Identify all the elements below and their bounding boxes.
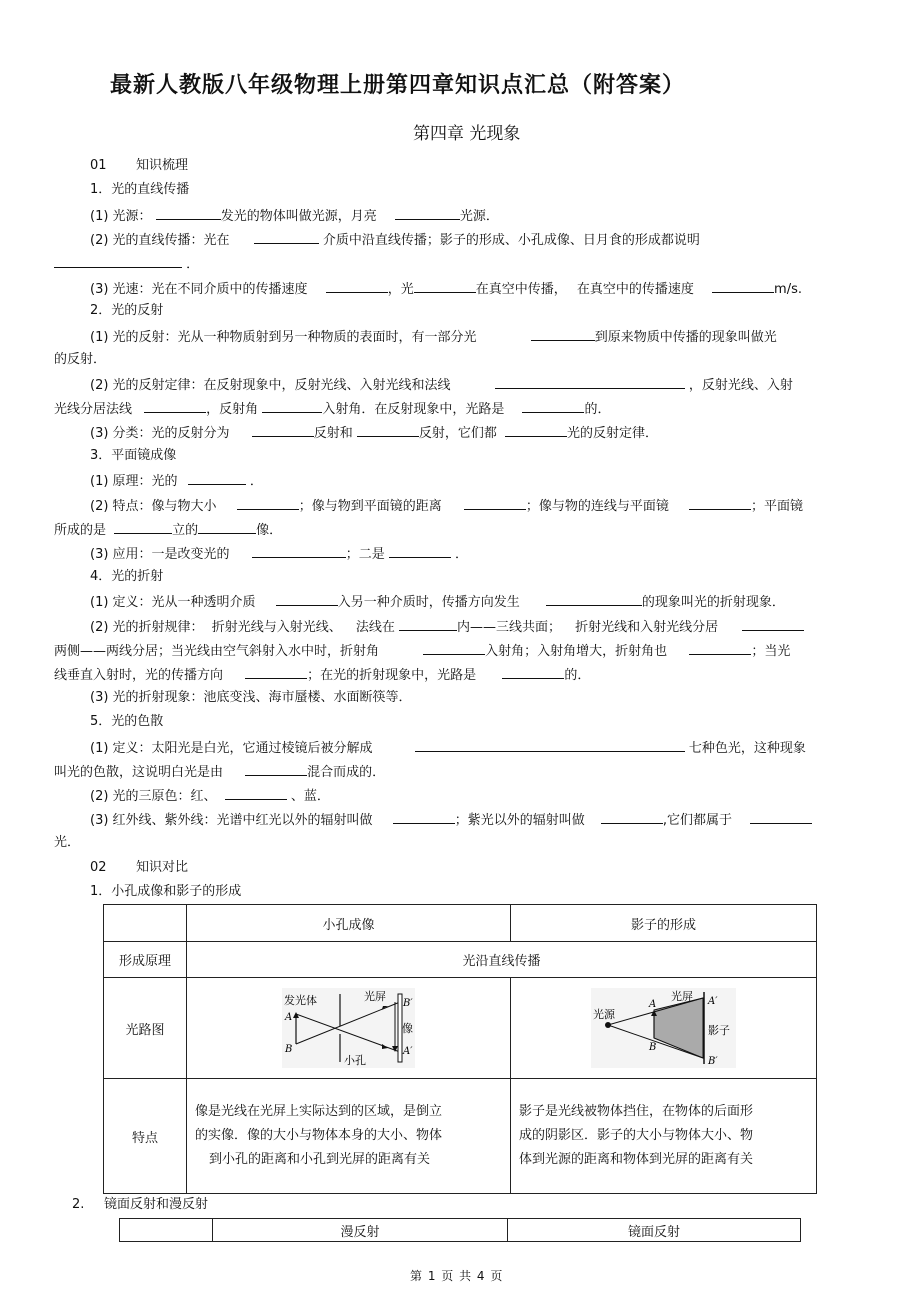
blank <box>750 811 812 824</box>
heading-refraction: 4．光的折射 <box>90 569 164 584</box>
ray-arrowhead <box>382 1044 388 1049</box>
label-screen: 光屏 <box>671 990 693 1003</box>
blank <box>712 280 774 293</box>
text: 混合而成的． <box>307 765 386 780</box>
feature-shadow-line: 影子是光线被物体挡住，在物体的后面形 <box>519 1104 754 1119</box>
text: 入射角．在反射现象中，光路是 <box>322 402 505 417</box>
text: (3) 应用：一是改变光的 <box>90 547 230 562</box>
blank <box>252 545 346 558</box>
text: ． <box>249 474 263 489</box>
text: ；当光 <box>751 644 791 659</box>
table-corner <box>104 905 187 942</box>
label-a: A <box>649 999 657 1010</box>
label-a-prime: A′ <box>403 1046 413 1057</box>
text: (2) 光的折射规律： <box>90 620 204 635</box>
row-label-principle: 形成原理 <box>104 942 187 978</box>
row-label-diagram: 光路图 <box>104 978 187 1079</box>
reflection-table <box>119 1218 801 1242</box>
text: 的． <box>584 402 611 417</box>
blank <box>252 424 314 437</box>
text: 在真空中传播， <box>475 282 567 297</box>
line-5-2 <box>90 787 330 805</box>
text: ． <box>455 547 469 562</box>
table-1-title: 1．小孔成像和影子的形成 <box>90 884 242 899</box>
text: ；二是 <box>345 547 385 562</box>
blank <box>357 424 419 437</box>
text: 折射光线和入射光线分居 <box>575 620 719 635</box>
table-2-number: 2. <box>72 1197 85 1212</box>
blank <box>144 400 206 413</box>
blank <box>546 593 642 606</box>
text: ． <box>186 257 200 272</box>
text: 折射光线与入射光线、 <box>211 620 342 635</box>
text: 光源． <box>459 209 499 224</box>
label-a: A <box>285 1012 293 1023</box>
line-2-2 <box>90 376 793 394</box>
heading-reflection: 2．光的反射 <box>90 303 164 318</box>
line-3-2 <box>90 497 803 515</box>
line-4-2b <box>54 642 790 660</box>
blank <box>225 787 287 800</box>
blank <box>742 618 804 631</box>
blank <box>114 521 172 534</box>
line-2-3 <box>90 424 658 442</box>
text: (3) 分类：光的反射分为 <box>90 426 230 441</box>
text: 入另一种介质时，传播方向发生 <box>337 595 520 610</box>
line-2-1b: 的反射． <box>54 352 107 367</box>
line-4-1 <box>90 593 785 611</box>
blank <box>245 763 307 776</box>
text: 两侧——两线分居；当光线由空气斜射入水中时，折射角 <box>54 644 380 659</box>
label-source: 光源 <box>593 1008 615 1021</box>
text: 介质中沿直线传播；影子的形成、小孔成像、日月食的形成都说明 <box>322 233 700 248</box>
section-02-label: 知识对比 <box>136 860 189 875</box>
text: 反射，它们都 <box>418 426 497 441</box>
blank <box>399 618 457 631</box>
heading-straight-line: 1．光的直线传播 <box>90 182 190 197</box>
text: 叫光的色散，这说明白光是由 <box>54 765 224 780</box>
text: ，光 <box>387 282 414 297</box>
text: (2) 光的反射定律：在反射现象中，反射光线、入射光线和法线 <box>90 378 451 393</box>
page-footer: 第 1 页 共 4 页 <box>410 1269 504 1283</box>
header-shadow: 影子的形成 <box>511 905 817 942</box>
text: 七种色光，这种现象 <box>688 741 806 756</box>
page-title: 最新人教版八年级物理上册第四章知识点汇总（附答案） <box>110 73 686 98</box>
label-hole: 小孔 <box>344 1054 366 1067</box>
text: 发光的物体叫做光源，月亮 <box>220 209 377 224</box>
pinhole-diagram <box>282 988 415 1068</box>
text: 入射角；入射角增大，折射角也 <box>485 644 668 659</box>
blank <box>237 497 299 510</box>
text: ；紫光以外的辐射叫做 <box>454 813 585 828</box>
text: 法线在 <box>355 620 395 635</box>
text: ，反射角 <box>206 402 259 417</box>
blank <box>245 666 307 679</box>
chapter-title: 第四章 光现象 <box>413 124 521 144</box>
label-b-prime: B′ <box>708 1056 718 1067</box>
blank <box>423 642 485 655</box>
text: (2) 光的直线传播：光在 <box>90 233 230 248</box>
blank <box>531 328 595 341</box>
line-5-1b <box>54 763 385 781</box>
blank <box>198 521 256 534</box>
text: (3) 红外线、紫外线：光谱中红光以外的辐射叫做 <box>90 813 373 828</box>
section-01-label: 知识梳理 <box>136 158 189 173</box>
label-b-prime: B′ <box>403 998 413 1009</box>
ray-b <box>296 1002 400 1044</box>
feature-pinhole-line: 的实像．像的大小与物体本身的大小、物体 <box>195 1128 443 1143</box>
blank <box>393 811 455 824</box>
heading-dispersion: 5．光的色散 <box>90 714 164 729</box>
pinhole-diagram-cell <box>187 978 511 1079</box>
blank <box>254 231 319 244</box>
text: 到原来物质中传播的现象叫做光 <box>594 330 777 345</box>
line-5-1 <box>90 739 806 757</box>
blank <box>601 811 663 824</box>
blank <box>395 207 460 220</box>
text: 线垂直入射时，光的传播方向 <box>54 668 224 683</box>
feature-pinhole-line: 到小孔的距离和小孔到光屏的距离有关 <box>209 1152 431 1167</box>
blank <box>689 497 751 510</box>
heading-plane-mirror: 3．平面镜成像 <box>90 448 177 463</box>
text: 所成的是 <box>54 523 107 538</box>
blank <box>54 255 182 268</box>
line-1-1 <box>90 207 499 225</box>
text: 的现象叫光的折射现象． <box>641 595 785 610</box>
line-4-2c <box>54 666 590 684</box>
feature-pinhole <box>187 1079 511 1194</box>
text: ,它们都属于 <box>662 813 732 828</box>
blank <box>415 739 685 752</box>
header-specular: 镜面反射 <box>508 1219 801 1242</box>
line-3-1 <box>90 472 263 490</box>
blank <box>522 400 584 413</box>
blank <box>276 593 338 606</box>
text: 反射和 <box>313 426 353 441</box>
comparison-table <box>103 904 817 1194</box>
feature-shadow <box>511 1079 817 1194</box>
label-screen: 光屏 <box>364 990 386 1003</box>
label-source: 发光体 <box>284 994 317 1007</box>
blank <box>389 545 451 558</box>
blank <box>505 424 567 437</box>
text: 的． <box>564 668 591 683</box>
text: (1) 定义：太阳光是白光，它通过棱镜后被分解成 <box>90 741 373 756</box>
text: ；在光的折射现象中，光路是 <box>307 668 477 683</box>
text: 、蓝． <box>290 789 330 804</box>
table-2-title: 镜面反射和漫反射 <box>104 1197 209 1212</box>
text: ；像与物的连线与平面镜 <box>525 499 669 514</box>
principle-value: 光沿直线传播 <box>187 942 817 978</box>
text: (2) 光的三原色：红、 <box>90 789 217 804</box>
line-4-2 <box>90 618 804 636</box>
label-image: 像 <box>402 1022 413 1035</box>
label-b: B <box>649 1042 657 1053</box>
text: (1) 定义：光从一种透明介质 <box>90 595 256 610</box>
blank <box>464 497 526 510</box>
line-2-1 <box>90 328 777 346</box>
section-01-number: 01 <box>90 158 107 173</box>
text: 像． <box>256 523 283 538</box>
header-pinhole: 小孔成像 <box>187 905 511 942</box>
text: ；平面镜 <box>751 499 804 514</box>
line-2-2b <box>54 400 610 418</box>
text: ；像与物到平面镜的距离 <box>298 499 442 514</box>
table-2-corner <box>120 1219 213 1242</box>
feature-shadow-line: 成的阴影区．影子的大小与物体大小、物 <box>519 1128 754 1143</box>
feature-shadow-line: 体到光源的距离和物体到光屏的距离有关 <box>519 1152 754 1167</box>
feature-pinhole-line: 像是光线在光屏上实际达到的区域，是倒立 <box>195 1104 443 1119</box>
blank <box>502 666 564 679</box>
blank <box>188 472 246 485</box>
blank <box>414 280 476 293</box>
text: 在真空中的传播速度 <box>576 282 694 297</box>
section-02-number: 02 <box>90 860 107 875</box>
line-5-3 <box>90 811 812 829</box>
blank <box>495 376 685 389</box>
blank <box>156 207 221 220</box>
text: ，反射光线、入射 <box>688 378 793 393</box>
text: (3) 光速：光在不同介质中的传播速度 <box>90 282 308 297</box>
header-diffuse: 漫反射 <box>213 1219 508 1242</box>
blank <box>262 400 322 413</box>
line-1-2 <box>90 231 700 249</box>
row-label-feature: 特点 <box>104 1079 187 1194</box>
line-4-3: (3) 光的折射现象：池底变浅、海市蜃楼、水面断筷等． <box>90 690 412 705</box>
text: (1) 光源： <box>90 209 152 224</box>
text: (1) 原理：光的 <box>90 474 178 489</box>
blank <box>689 642 751 655</box>
line-1-3 <box>90 280 802 298</box>
blank <box>326 280 388 293</box>
label-a-prime: A′ <box>708 996 718 1007</box>
line-1-2b <box>54 255 199 273</box>
line-5-3b: 光． <box>54 835 81 850</box>
shadow-diagram <box>591 988 736 1068</box>
text: 内——三线共面； <box>457 620 562 635</box>
text: 光的反射定律． <box>567 426 659 441</box>
line-3-3 <box>90 545 468 563</box>
text: 立的 <box>172 523 199 538</box>
text: m/s. <box>774 282 802 297</box>
label-shadow: 影子 <box>708 1024 730 1037</box>
text: (2) 特点：像与物大小 <box>90 499 217 514</box>
text: 光线分居法线 <box>54 402 133 417</box>
text: (1) 光的反射：光从一种物质射到另一种物质的表面时，有一部分光 <box>90 330 477 345</box>
label-b: B <box>285 1044 293 1055</box>
line-3-2b <box>54 521 282 539</box>
shadow-diagram-cell <box>511 978 817 1079</box>
